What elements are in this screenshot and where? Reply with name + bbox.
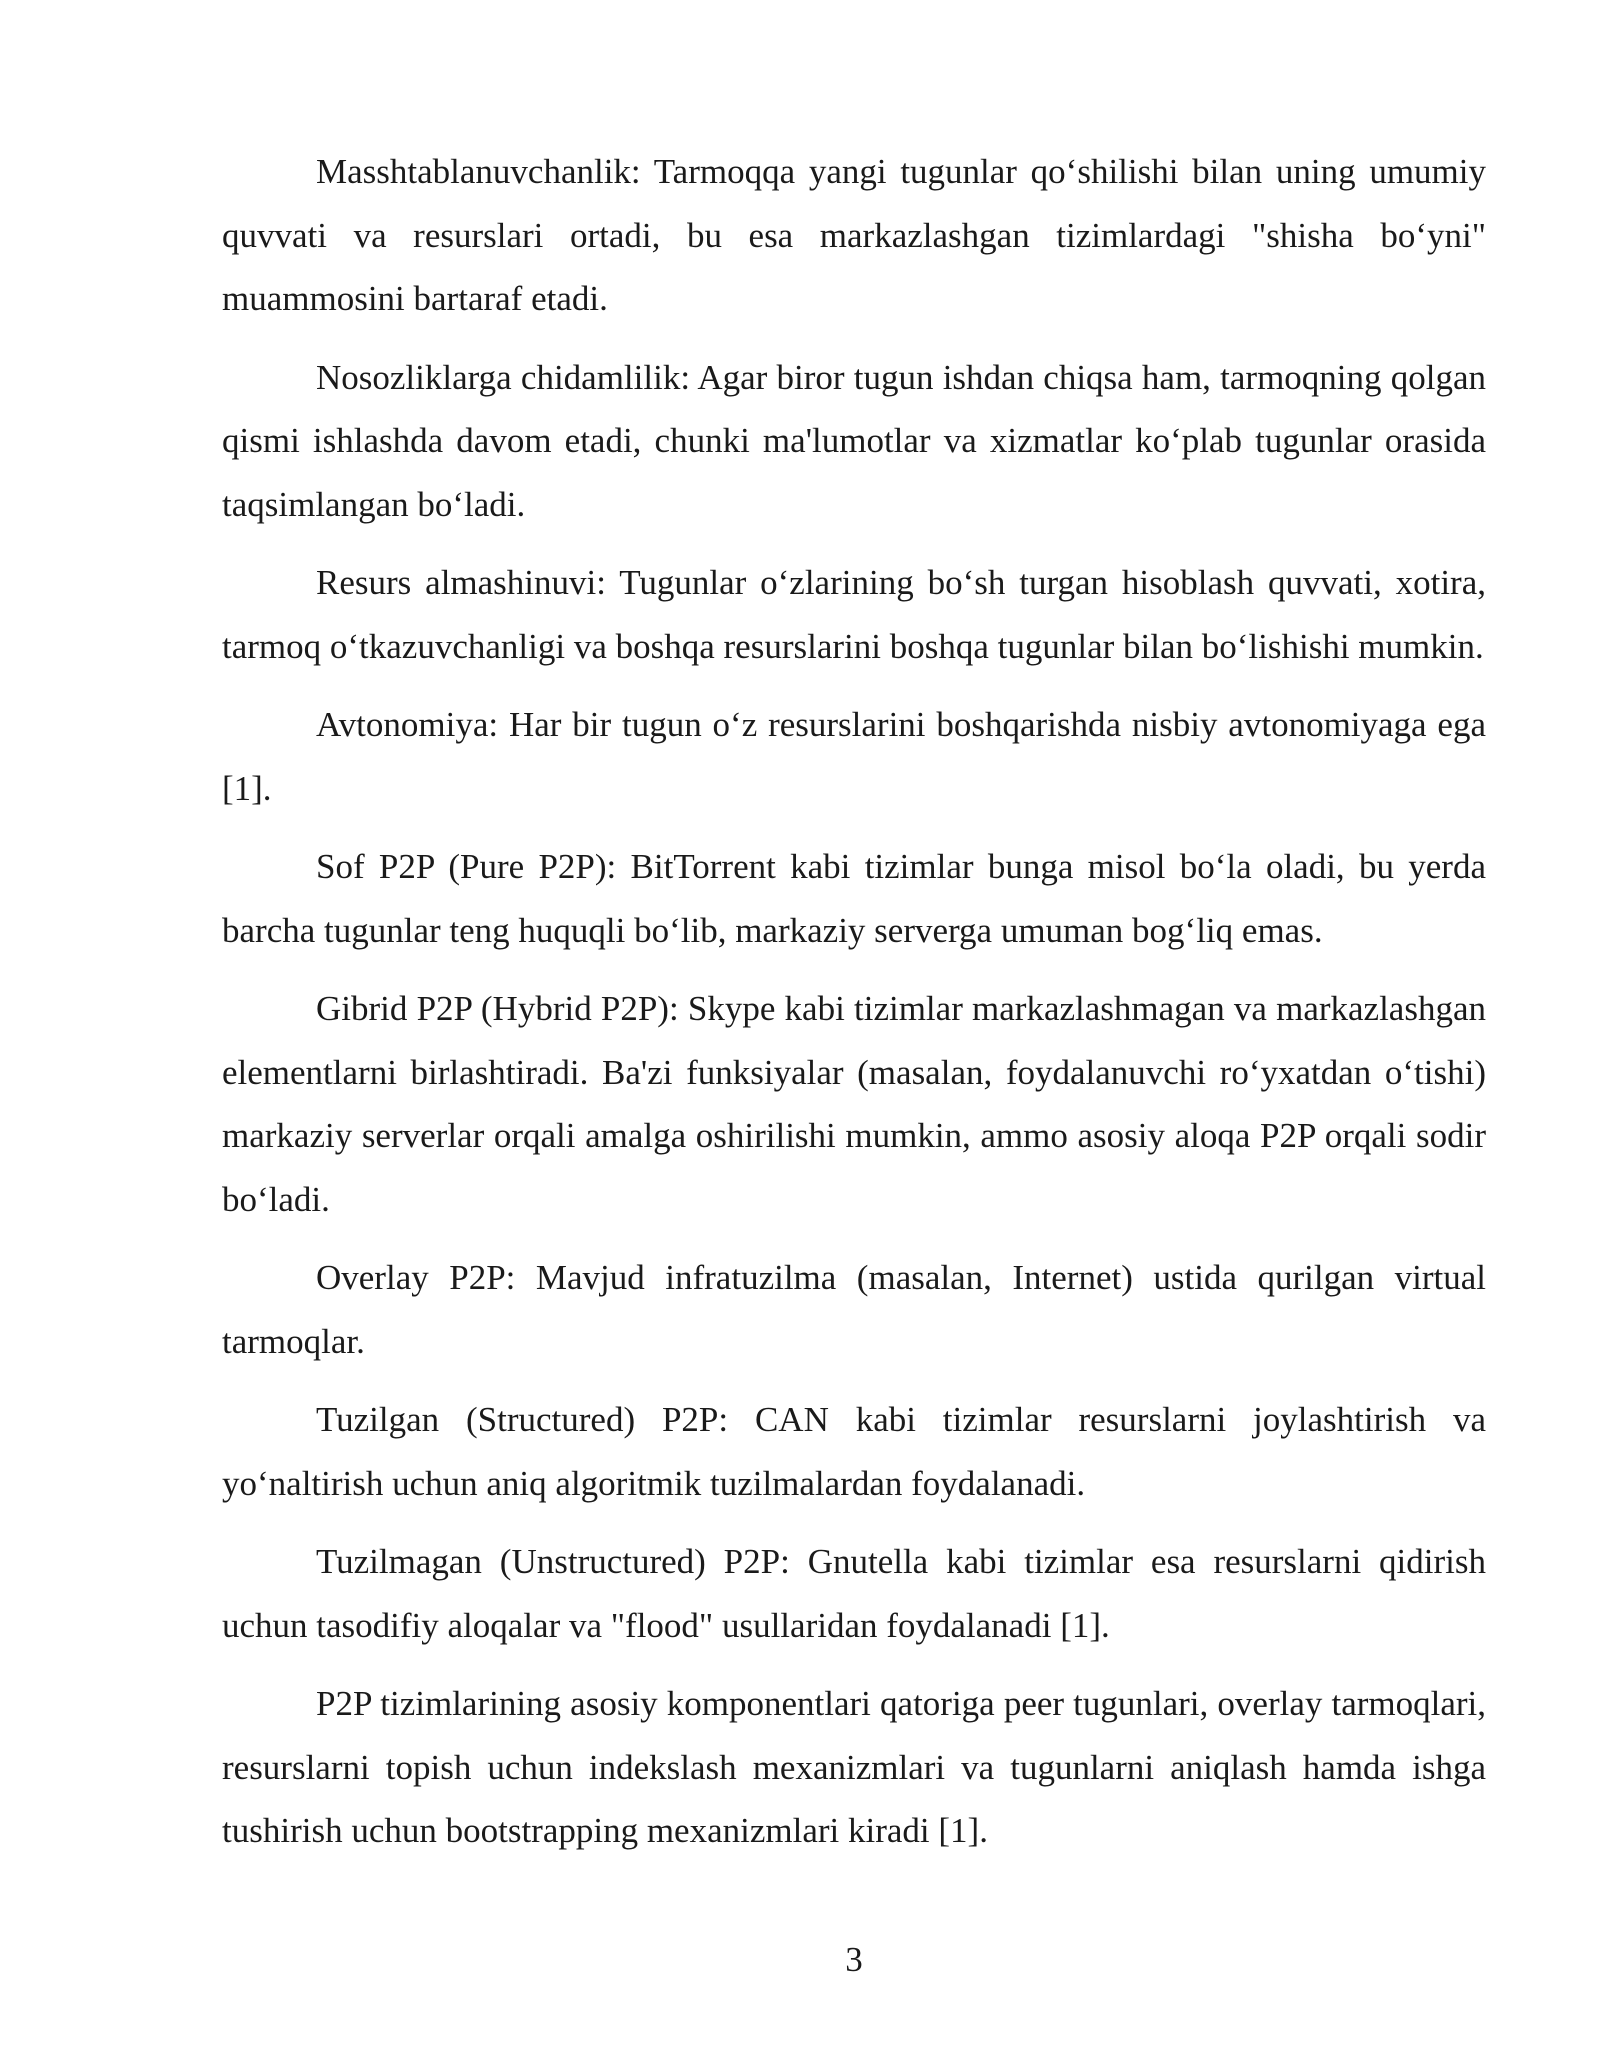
paragraph-structured-p2p: Tuzilgan (Structured) P2P: CAN kabi tizimlar resurslarni joylashtirish va yo‘naltirish uchun aniq algoritmik tuzilmalardan foydalanadi. bbox=[222, 1400, 1486, 1503]
paragraph-scalability: Masshtablanuvchanlik: Tarmoqqa yangi tugunlar qo‘shilishi bilan uning umumiy quvvati va resurslari ortadi, bu esa markazlashgan tizimlardagi "shisha bo‘yni" muammosini bartaraf etadi. bbox=[222, 152, 1486, 318]
paragraph-fault-tolerance: Nosozliklarga chidamlilik: Agar biror tugun ishdan chiqsa ham, tarmoqning qolgan qismi ishlashda davom etadi, chunki ma'lumotlar va xizmatlar ko‘plab tugunlar orasida taqsimlangan bo‘ladi. bbox=[222, 357, 1486, 524]
page-number: 3 bbox=[845, 1940, 863, 1979]
paragraph-resource-sharing: Resurs almashinuvi: Tugunlar o‘zlarining bo‘sh turgan hisoblash quvvati, xotira, tarmoq o‘tkazuvchanligi va boshqa resurslarini boshqa tugunlar bilan bo‘lishishi mumkin. bbox=[222, 563, 1486, 666]
page-body bbox=[222, 140, 1486, 1878]
paragraph-unstructured-p2p: Tuzilmagan (Unstructured) P2P: Gnutella kabi tizimlar esa resurslarni qidirish uchun tasodifiy aloqalar va "flood" usullaridan foydalanadi [1]. bbox=[222, 1542, 1486, 1645]
paragraph-autonomy: Avtonomiya: Har bir tugun o‘z resurslarini boshqarishda nisbiy avtonomiyaga ega [1]. bbox=[222, 705, 1486, 808]
paragraph-hybrid-p2p: Gibrid P2P (Hybrid P2P): Skype kabi tizimlar markazlashmagan va markazlashgan elementlarni birlashtiradi. Ba'zi funksiyalar (masalan, foydalanuvchi ro‘yxatdan o‘tishi) markaziy serverlar orqali amalga oshirilishi mumkin, ammo asosiy aloqa P2P orqali sodir bo‘ladi. bbox=[222, 989, 1486, 1219]
paragraph-pure-p2p: Sof P2P (Pure P2P): BitTorrent kabi tizimlar bunga misol bo‘la oladi, bu yerda barcha tugunlar teng huquqli bo‘lib, markaziy serverga umuman bog‘liq emas. bbox=[222, 847, 1486, 950]
paragraph-overlay-p2p: Overlay P2P: Mavjud infratuzilma (masalan, Internet) ustida qurilgan virtual tarmoqlar. bbox=[222, 1258, 1486, 1361]
paragraph-p2p-components: P2P tizimlarining asosiy komponentlari qatoriga peer tugunlari, overlay tarmoqlari, resurslarni topish uchun indekslash mexanizmlari va tugunlarni aniqlash hamda ishga tushirish uchun bootstrapping mexanizmlari kiradi [1]. bbox=[222, 1684, 1486, 1850]
